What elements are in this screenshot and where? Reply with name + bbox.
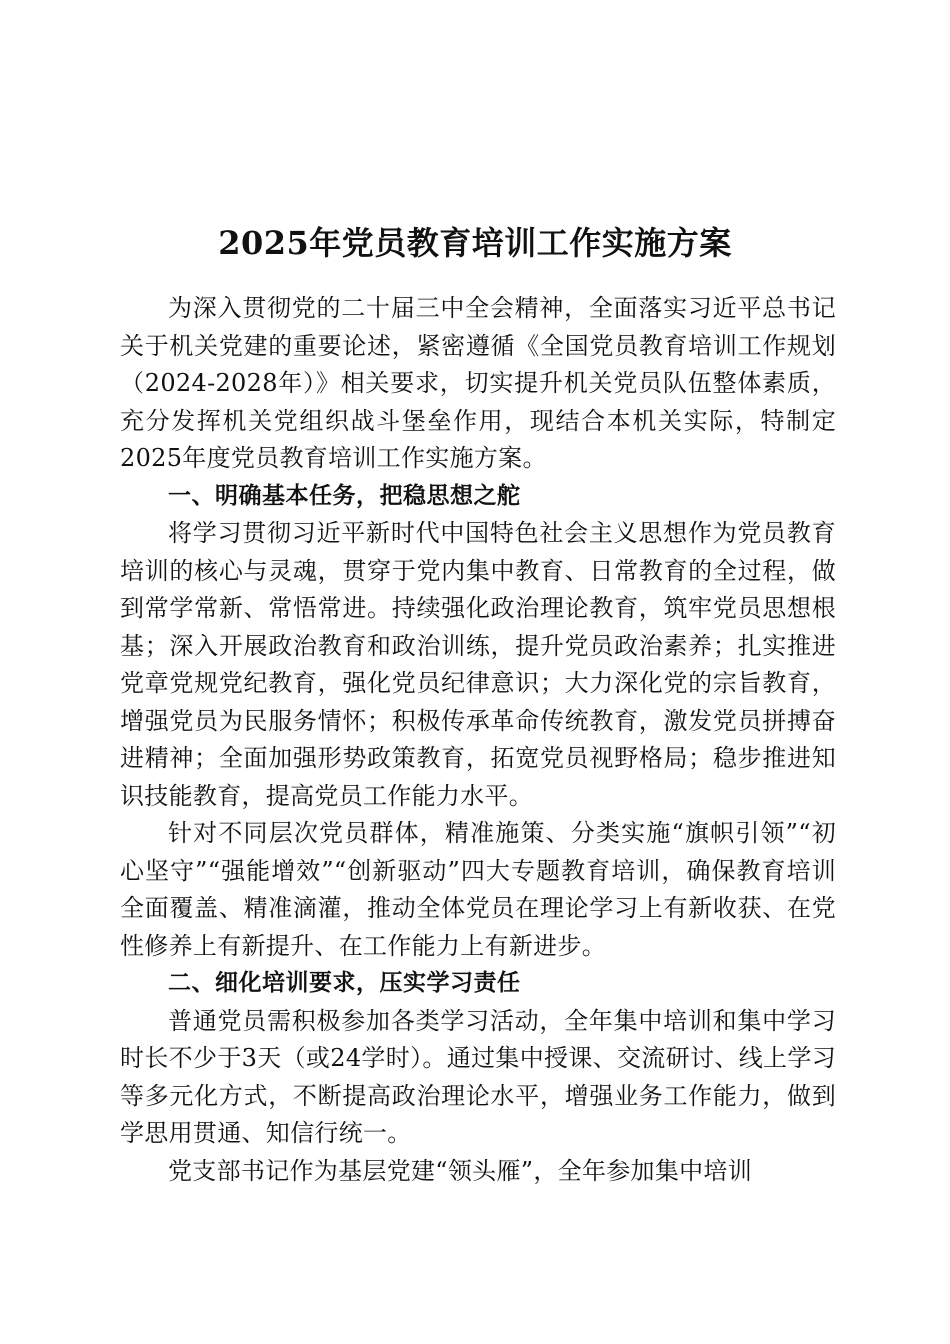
document-body <box>120 290 836 1190</box>
section-2-heading: 二、细化培训要求，压实学习责任 <box>168 970 521 996</box>
section-2-paragraph-1: 普通党员需积极参加各类学习活动，全年集中培训和集中学习时长不少于3天（或24学时）。通过集中授课、交流研讨、线上学习等多元化方式，不断提高政治理论水平，增强业务工作能力，做到学思用贯通、知信行统一。 <box>120 1006 836 1147</box>
section-1-paragraph-2: 针对不同层次党员群体，精准施策、分类实施“旗帜引领”“初心坚守”“强能增效”“创新驱动”四大专题教育培训，确保教育培训全面覆盖、精准滴灌，推动全体党员在理论学习上有新收获、在党性修养上有新提升、在工作能力上有新进步。 <box>120 819 836 960</box>
section-1-paragraph-1: 将学习贯彻习近平新时代中国特色社会主义思想作为党员教育培训的核心与灵魂，贯穿于党内集中教育、日常教育的全过程，做到常学常新、常悟常进。持续强化政治理论教育，筑牢党员思想根基；深入开展政治教育和政治训练，提升党员政治素养；扎实推进党章党规党纪教育，强化党员纪律意识；大力深化党的宗旨教育，增强党员为民服务情怀；积极传承革命传统教育，激发党员拼搏奋进精神；全面加强形势政策教育，拓宽党员视野格局；稳步推进知识技能教育，提高党员工作能力水平。 <box>120 519 836 810</box>
section-1-heading: 一、明确基本任务，把稳思想之舵 <box>168 482 521 509</box>
document-title: 2025年党员教育培训工作实施方案 <box>218 224 732 263</box>
intro-paragraph: 为深入贯彻党的二十届三中全会精神，全面落实习近平总书记关于机关党建的重要论述，紧密遵循《全国党员教育培训工作规划（2024-2028年）》相关要求，切实提升机关党员队伍整体素质，充分发挥机关党组织战斗堡垒作用，现结合本机关实际，特制定2025年度党员教育培训工作实施方案。 <box>120 294 836 472</box>
section-2-paragraph-2: 党支部书记作为基层党建“领头雁”，全年参加集中培训 <box>168 1156 753 1185</box>
